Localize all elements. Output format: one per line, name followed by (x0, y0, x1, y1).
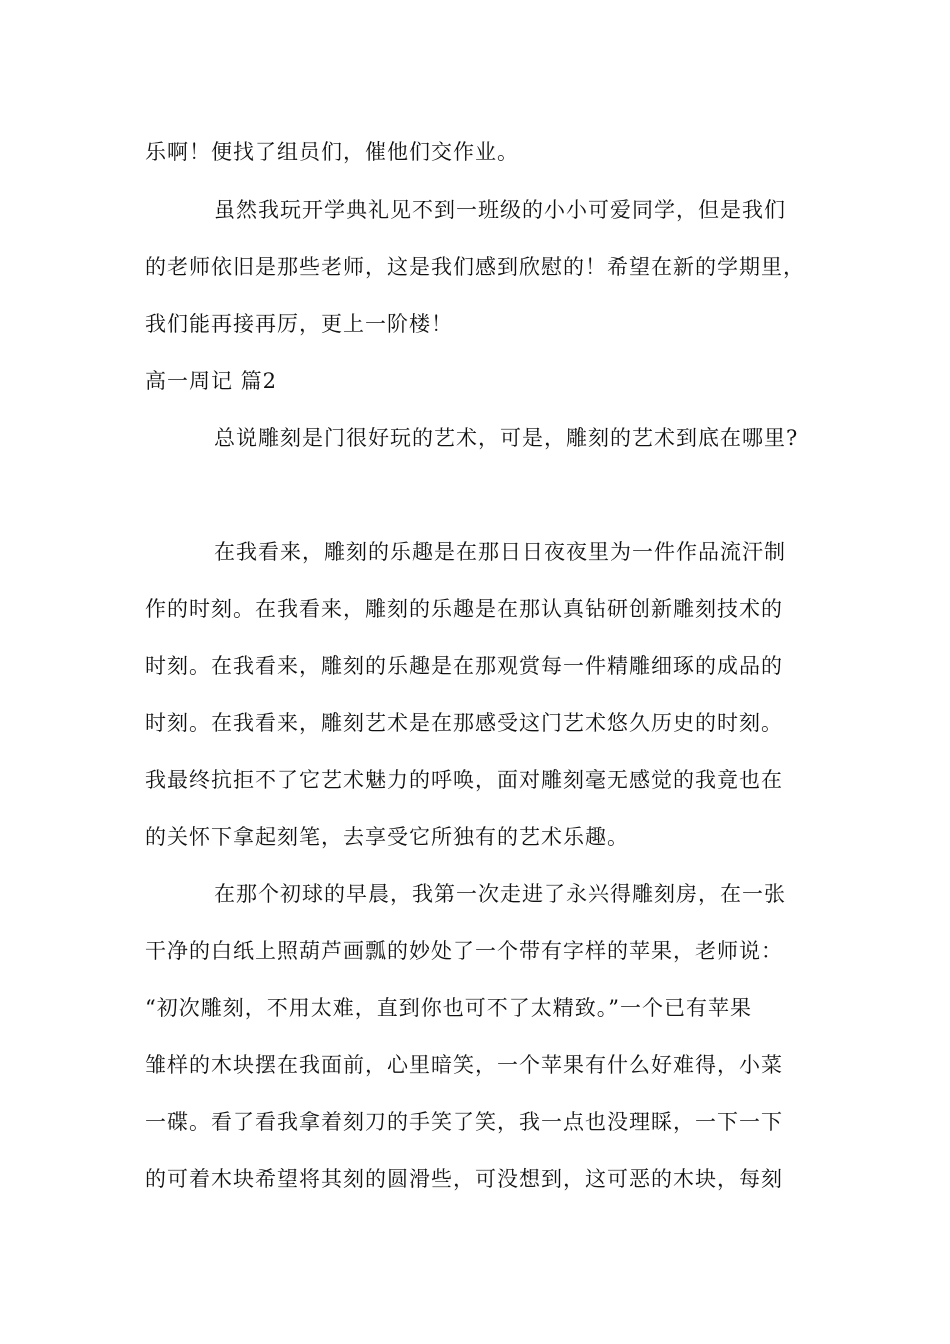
text-line: 时刻。在我看来，雕刻的乐趣是在那观赏每一件精雕细琢的成品的 (145, 654, 783, 678)
text-line: 作的时刻。在我看来，雕刻的乐趣是在那认真钻研创新雕刻技术的 (145, 597, 783, 621)
paragraph-first-line: 虽然我玩开学典礼见不到一班级的小小可爱同学，但是我们 (214, 198, 786, 222)
text-line: “初次雕刻，不用太难，直到你也可不了太精致。”一个已有苹果 (145, 996, 752, 1020)
text-line: 干净的白纸上照葫芦画瓢的妙处了一个带有字样的苹果，老师说： (145, 939, 783, 963)
text-line: 雏样的木块摆在我面前，心里暗笑，一个苹果有什么好难得，小菜 (145, 1053, 783, 1077)
text-line: 我最终抗拒不了它艺术魅力的呼唤，面对雕刻毫无感觉的我竟也在 (145, 768, 783, 792)
text-line: 我们能再接再厉，更上一阶楼！ (145, 312, 453, 336)
paragraph-first-line: 在我看来，雕刻的乐趣是在那日日夜夜里为一件作品流汗制 (214, 540, 786, 564)
paragraph-first-line: 总说雕刻是门很好玩的艺术，可是，雕刻的艺术到底在哪里? (214, 426, 799, 450)
text-line: 一碟。看了看我拿着刻刀的手笑了笑，我一点也没理睬，一下一下 (145, 1110, 783, 1134)
text-line: 乐啊！便找了组员们，催他们交作业。 (145, 140, 519, 164)
text-line: 时刻。在我看来，雕刻艺术是在那感受这门艺术悠久历史的时刻。 (145, 711, 783, 735)
text-line: 的老师依旧是那些老师，这是我们感到欣慰的！希望在新的学期里， (145, 255, 805, 279)
text-line: 的可着木块希望将其刻的圆滑些，可没想到，这可恶的木块，每刻 (145, 1167, 783, 1191)
section-heading: 高一周记 篇2 (145, 369, 278, 393)
paragraph-first-line: 在那个初球的早晨，我第一次走进了永兴得雕刻房，在一张 (214, 882, 786, 906)
text-line: 的关怀下拿起刻笔，去享受它所独有的艺术乐趣。 (145, 825, 629, 849)
